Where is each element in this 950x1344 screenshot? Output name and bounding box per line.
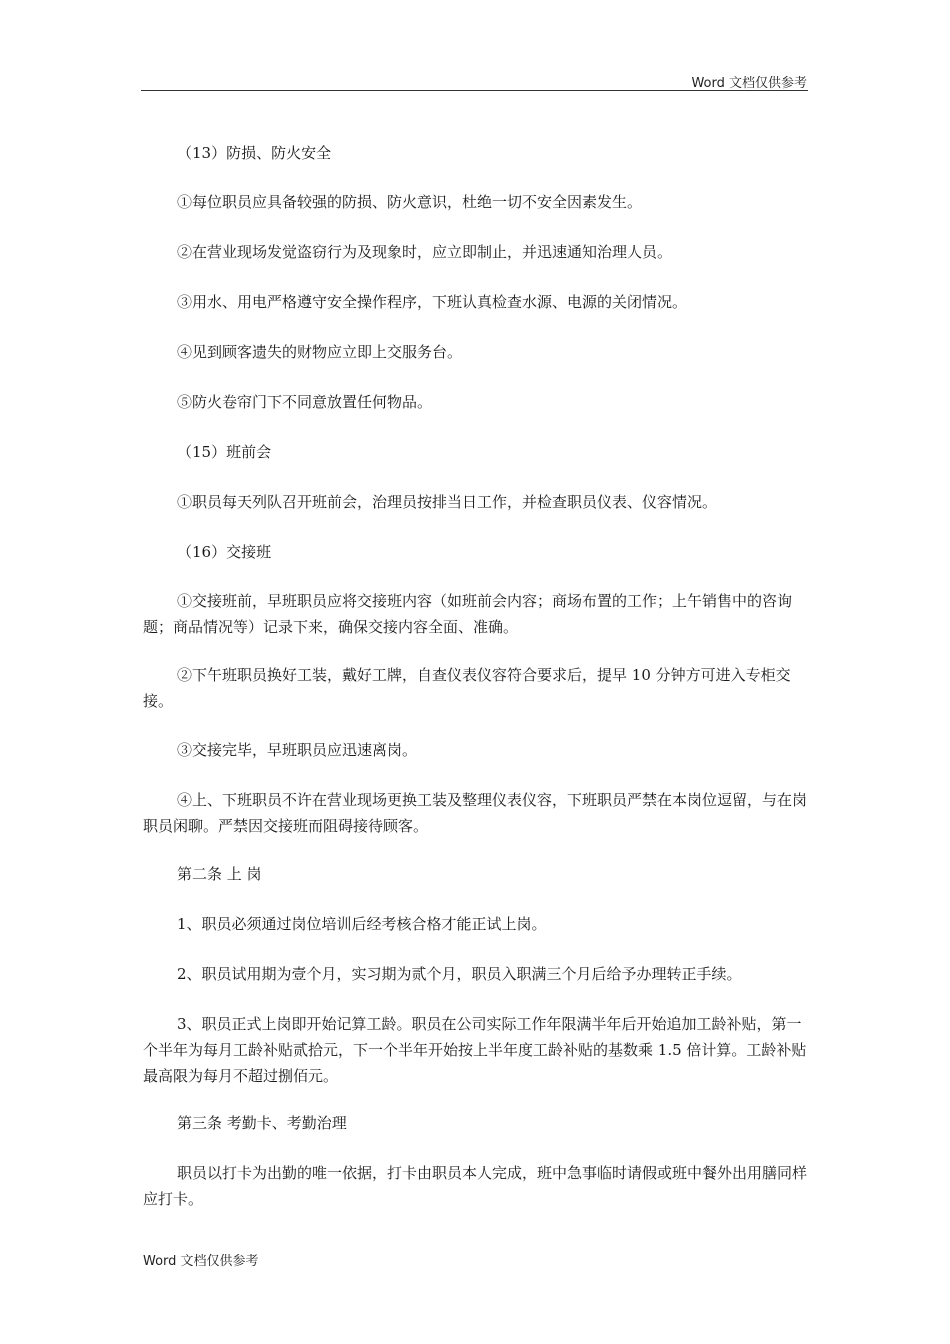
page-footer-text: Word 文档仅供参考 xyxy=(143,1254,259,1269)
paragraph: ④见到顾客遗失的财物应立即上交服务台。 xyxy=(177,343,463,361)
section-heading-13: （13）防损、防火安全 xyxy=(177,144,332,162)
paragraph: 职员以打卡为出勤的唯一依据，打卡由职员本人完成，班中急事临时请假或班中餐外出用膳同样应打卡。 xyxy=(143,1164,808,1208)
paragraph: ③用水、用电严格遵守安全操作程序，下班认真检查水源、电源的关闭情况。 xyxy=(177,293,688,311)
paragraph: 2、职员试用期为壹个月，实习期为贰个月，职员入职满三个月后给予办理转正手续。 xyxy=(177,965,742,983)
paragraph: ④上、下班职员不许在营业现场更换工装及整理仪表仪容，下班职员严禁在本岗位逗留，与在岗职员闲聊。严禁因交接班而阻碍接待顾客。 xyxy=(143,791,808,835)
header-divider xyxy=(141,90,808,91)
paragraph: ①每位职员应具备较强的防损、防火意识，杜绝一切不安全因素发生。 xyxy=(177,193,643,211)
section-heading-15: （15）班前会 xyxy=(177,443,272,461)
paragraph: 1、职员必须通过岗位培训后经考核合格才能正试上岗。 xyxy=(177,915,547,933)
paragraph: ②下午班职员换好工装，戴好工牌，自查仪表仪容符合要求后，提早 10 分钟方可进入专柜交接。 xyxy=(143,666,791,710)
paragraph: ⑤防火卷帘门下不同意放置任何物品。 xyxy=(177,393,433,411)
page-header-text: Word 文档仅供参考 xyxy=(691,76,807,91)
paragraph: 3、职员正式上岗即开始记算工龄。职员在公司实际工作年限满半年后开始追加工龄补贴，第一个半年为每月工龄补贴贰拾元，下一个半年开始按上半年度工龄补贴的基数乘 1.5 倍计算。工龄补贴最高限为每月不超过捌佰元。 xyxy=(143,1015,807,1085)
article-heading-3: 第三条 考勤卡、考勤治理 xyxy=(177,1114,347,1132)
article-heading-2: 第二条 上 岗 xyxy=(177,865,262,883)
paragraph: ③交接完毕，早班职员应迅速离岗。 xyxy=(177,741,418,759)
paragraph: ②在营业现场发觉盗窃行为及现象时，应立即制止，并迅速通知治理人员。 xyxy=(177,243,673,261)
paragraph: ①交接班前，早班职员应将交接班内容（如班前会内容；商场布置的工作；上午销售中的咨询题；商品情况等）记录下来，确保交接内容全面、准确。 xyxy=(143,592,793,636)
section-heading-16: （16）交接班 xyxy=(177,543,272,561)
paragraph: ①职员每天列队召开班前会，治理员按排当日工作，并检查职员仪表、仪容情况。 xyxy=(177,493,718,511)
